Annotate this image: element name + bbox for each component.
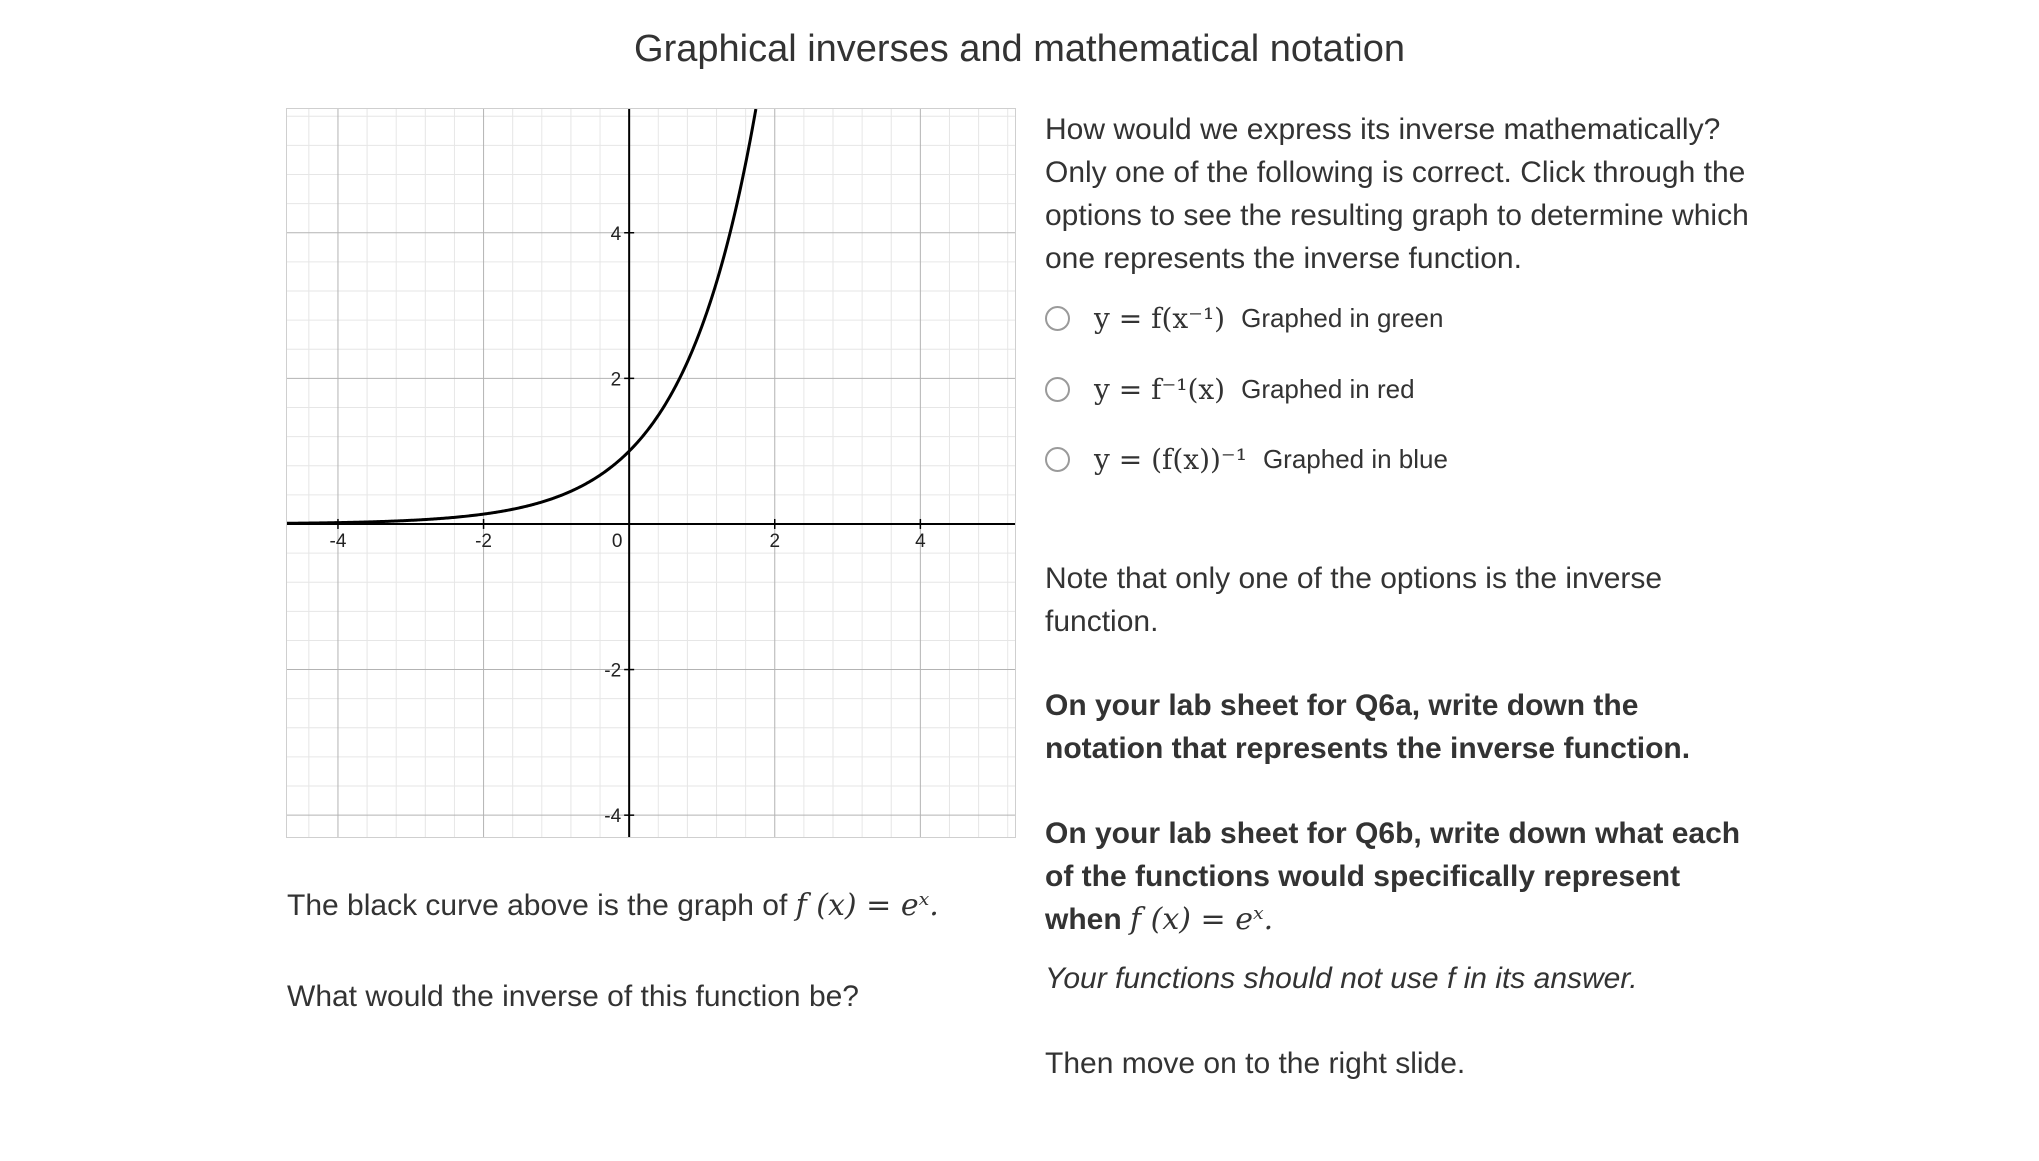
caption-math: f (x) = eˣ.: [795, 888, 939, 923]
hint-text: Your functions should not use f in its answer.: [1045, 962, 1638, 995]
radio-red[interactable]: [1045, 377, 1070, 402]
next-text: Then move on to the right slide.: [1045, 1047, 1466, 1080]
option-red-label: Graphed in red: [1241, 373, 1415, 404]
radio-blue[interactable]: [1045, 447, 1070, 472]
graph-caption: [287, 888, 939, 923]
x-tick-label: -4: [329, 530, 347, 552]
option-green-label: Graphed in green: [1241, 302, 1444, 333]
option-green-expr: y = f(x⁻¹): [1094, 301, 1226, 335]
q6b-prefix: On your lab sheet for Q6b, write down what each of the functions would specifically represent when: [1045, 817, 1741, 936]
option-green[interactable]: [1045, 294, 1443, 342]
option-blue[interactable]: [1045, 435, 1448, 483]
caption-text: The black curve above is the graph of: [287, 889, 788, 922]
page-title: Graphical inverses and mathematical notation: [634, 28, 1405, 70]
option-red-expr: y = f⁻¹(x): [1094, 372, 1226, 406]
y-tick-label: -4: [604, 806, 622, 828]
radio-green[interactable]: [1045, 306, 1070, 331]
question-text: What would the inverse of this function be?: [287, 980, 859, 1013]
graph-panel[interactable]: [286, 108, 1016, 838]
intro-text: How would we express its inverse mathematically? Only one of the following is correct. Click through the options to see the resulting graph to determine which one represents the inverse function.: [1045, 113, 1749, 275]
q6b-math: f (x) = eˣ.: [1130, 902, 1274, 937]
q6b-text: [1045, 812, 1765, 941]
graph-svg[interactable]: [287, 109, 1015, 837]
note-text: Note that only one of the options is the inverse function.: [1045, 562, 1663, 638]
y-tick-label: 2: [610, 369, 622, 391]
option-red[interactable]: [1045, 365, 1415, 413]
x-tick-label: -2: [475, 530, 493, 552]
y-tick-label: -2: [604, 660, 622, 682]
exp-curve: [287, 109, 756, 523]
x-tick-label: 2: [769, 530, 781, 552]
option-blue-expr: y = (f(x))⁻¹: [1094, 442, 1247, 476]
option-blue-label: Graphed in blue: [1262, 443, 1448, 474]
x-tick-label: 0: [611, 530, 623, 552]
q6a-text: On your lab sheet for Q6a, write down the notation that represents the inverse function.: [1045, 689, 1691, 765]
y-tick-label: 4: [610, 223, 622, 245]
x-tick-label: 4: [915, 530, 926, 552]
